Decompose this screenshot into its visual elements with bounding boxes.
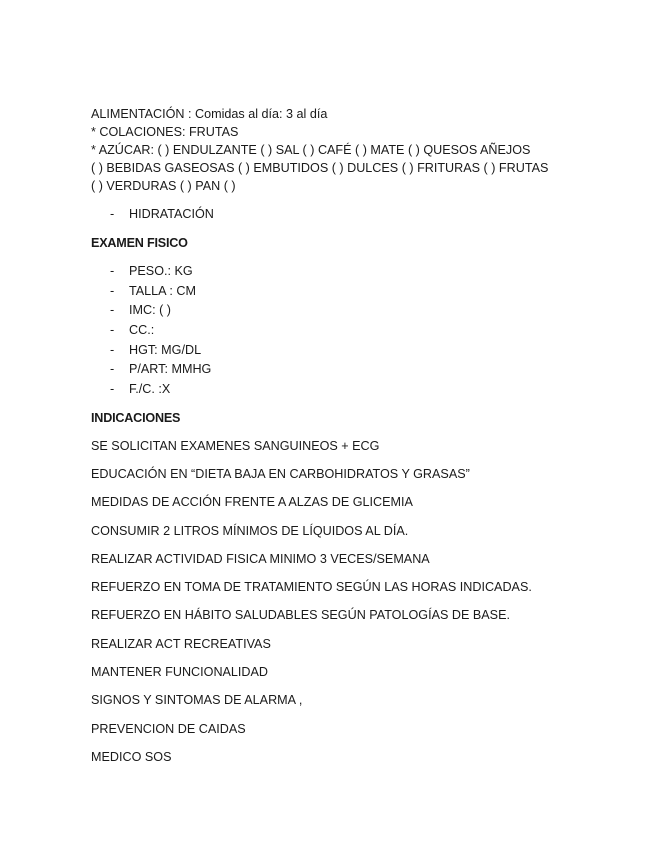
alimentacion-block: [91, 105, 548, 195]
bullet-dash: -: [110, 343, 115, 357]
indicacion-item: MANTENER FUNCIONALIDAD: [91, 665, 269, 679]
bullet-dash: -: [110, 323, 115, 337]
bullet-dash: -: [110, 382, 115, 396]
alimentacion-line: * AZÚCAR: ( ) ENDULZANTE ( ) SAL ( ) CAFÉ ( ) MATE ( ) QUESOS AÑEJOS: [91, 143, 531, 157]
alimentacion-line: ( ) VERDURAS ( ) PAN ( ): [91, 179, 236, 193]
list-item-label: F./C. :X: [129, 382, 171, 396]
section-title-indicaciones: INDICACIONES: [91, 411, 181, 425]
list-item: [110, 303, 171, 317]
bullet-dash: -: [110, 207, 115, 221]
indicacion-item: MEDIDAS DE ACCIÓN FRENTE A ALZAS DE GLICEMIA: [91, 495, 413, 509]
alimentacion-line: ALIMENTACIÓN : Comidas al día: 3 al día: [91, 107, 328, 121]
list-item: [110, 284, 196, 298]
list-item-label: HIDRATACIÓN: [129, 207, 214, 221]
section-title-examen-fisico: EXAMEN FISICO: [91, 236, 188, 250]
indicacion-item: MEDICO SOS: [91, 750, 172, 764]
bullet-dash: -: [110, 264, 115, 278]
list-item-label: PESO.: KG: [129, 264, 193, 278]
indicacion-item: SIGNOS Y SINTOMAS DE ALARMA ,: [91, 693, 303, 707]
list-item-hidratacion: [110, 207, 214, 221]
list-item-label: CC.:: [129, 323, 155, 337]
list-item-label: IMC: ( ): [129, 303, 171, 317]
bullet-dash: -: [110, 362, 115, 376]
indicacion-item: REFUERZO EN HÁBITO SALUDABLES SEGÚN PATOLOGÍAS DE BASE.: [91, 608, 510, 622]
list-item: [110, 264, 193, 278]
list-item: [110, 323, 154, 337]
list-item: [110, 362, 211, 376]
list-item-label: TALLA : CM: [129, 284, 196, 298]
list-item: [110, 343, 201, 357]
list-item-label: P/ART: MMHG: [129, 362, 212, 376]
indicacion-item: REALIZAR ACT RECREATIVAS: [91, 637, 271, 651]
indicacion-item: EDUCACIÓN EN “DIETA BAJA EN CARBOHIDRATOS Y GRASAS”: [91, 467, 470, 481]
bullet-dash: -: [110, 303, 115, 317]
alimentacion-line: ( ) BEBIDAS GASEOSAS ( ) EMBUTIDOS ( ) DULCES ( ) FRITURAS ( ) FRUTAS: [91, 161, 549, 175]
indicacion-item: PREVENCION DE CAIDAS: [91, 722, 246, 736]
bullet-dash: -: [110, 284, 115, 298]
indicacion-item: REALIZAR ACTIVIDAD FISICA MINIMO 3 VECES/SEMANA: [91, 552, 430, 566]
list-item-label: HGT: MG/DL: [129, 343, 202, 357]
indicacion-item: SE SOLICITAN EXAMENES SANGUINEOS + ECG: [91, 439, 380, 453]
indicacion-item: CONSUMIR 2 LITROS MÍNIMOS DE LÍQUIDOS AL DÍA.: [91, 524, 409, 538]
alimentacion-line: * COLACIONES: FRUTAS: [91, 125, 239, 139]
indicacion-item: REFUERZO EN TOMA DE TRATAMIENTO SEGÚN LAS HORAS INDICADAS.: [91, 580, 532, 594]
list-item: [110, 382, 170, 396]
